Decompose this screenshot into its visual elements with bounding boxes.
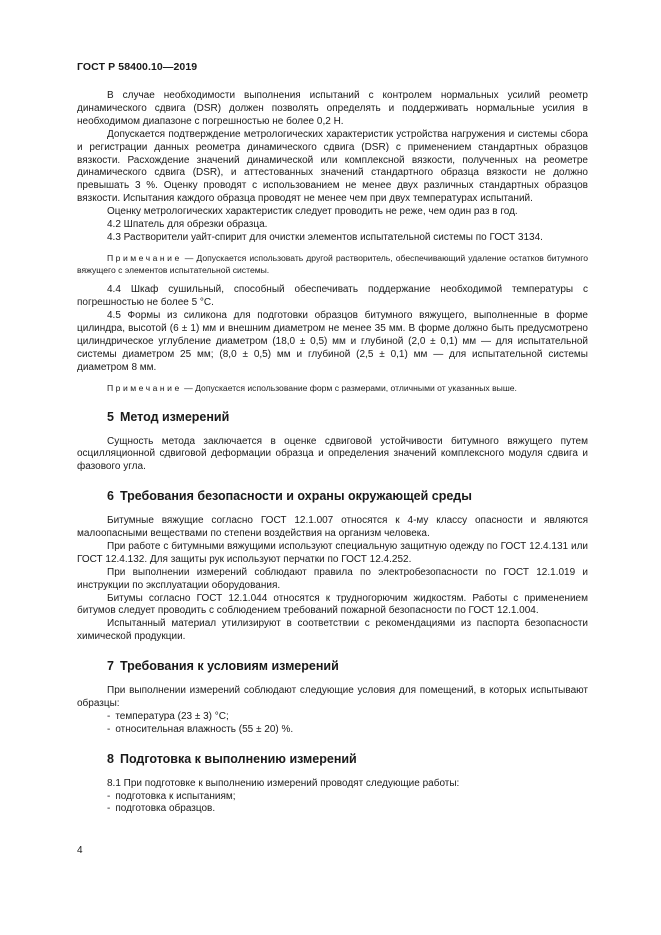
paragraph: 4.3 Растворители уайт-спирит для очистки элементов испытательной системы по ГОСТ 3134. [107,231,543,243]
document-body [77,90,588,816]
section-title: Метод измерений [119,409,230,424]
paragraph: 4.4 Шкаф сушильный, способный обеспечивать поддержание необходимой температуры с погрешностью не более 5 °С. [77,284,588,309]
section-title: Требования безопасности и охраны окружающей среды [119,489,472,504]
section-title: Требования к условиям измерений [119,659,339,674]
page-number: 4 [77,845,83,856]
section-title: Подготовка к выполнению измерений [119,751,357,766]
list-item [107,803,588,816]
paragraph: Допускается подтверждение метрологических характеристик устройства нагружения и системы сбора и регистрации данных реометра динамического сдвига (DSR) с применением стандартных образцов вязкости. Расхождение значений динамической или комплексной вязкости, полученных на реометре динамического сдвига (DSR), и аттестованных значений стандартного образца вязкости не должно превышать 3 %. Оценку проводят с использованием не менее двух различных стандартных образцов вязкости. Испытания каждого образца проводят не менее чем при двух температурах испытаний. [77,128,588,205]
paragraph: 8.1 При подготовке к выполнению измерений проводят следующие работы: [107,777,460,789]
section-heading [107,660,588,673]
paragraph: При выполнении измерений соблюдают следующие условия для помещений, в которых испытывают образцы: [77,685,588,710]
paragraph: Битумные вяжущие согласно ГОСТ 12.1.007 относятся к 4-му классу опасности и являются малоопасными веществами по степени воздействия на организм человека. [77,515,588,540]
section-heading [107,411,588,424]
list-item-text: подготовка к испытаниям; [115,790,236,802]
section-number: 7 [107,659,114,674]
list-item-text: относительная влажность (55 ± 20) %. [115,723,294,735]
paragraph: При выполнении измерений соблюдают правила по электробезопасности по ГОСТ 12.1.019 и инструкции по эксплуатации оборудования. [77,566,588,591]
paragraph: 4.5 Формы из силикона для подготовки образцов битумного вяжущего, выполненные в форме цилиндра, высотой (6 ± 1) мм и внешним диаметром не менее 35 мм. В форме должно быть предусмотрено цилиндрическое углубление диаметром (18,0 ± 0,5) мм и глубиной (2,0 ± 0,1) мм — для испытательной системы диаметром 25 мм; (8,0 ± 0,5) мм и глубиной (2,5 ± 0,1) мм — для испытательной системы диаметром 8 мм. [77,310,588,373]
list-item [107,791,588,804]
list-bullet: - [107,723,111,735]
note-label: Примечание [107,252,182,263]
paragraph: Оценку метрологических характеристик следует проводить не реже, чем один раз в год. [107,206,518,218]
list-item-text: температура (23 ± 3) °С; [115,710,229,722]
note-text: — Допускается использовать другой растворитель, обеспечивающий удаление остатков битумного вяжущего с элементов испытательной системы. [77,252,588,275]
section-number: 6 [107,489,114,504]
paragraph: Испытанный материал утилизируют в соответствии с рекомендациями из паспорта безопасности химической продукции. [77,618,588,643]
list-bullet: - [107,710,111,722]
list-item [107,711,588,724]
paragraph: При работе с битумными вяжущими используют специальную защитную одежду по ГОСТ 12.4.131 или ГОСТ 12.4.132. Для защиты рук используют перчатки по ГОСТ 12.4.252. [77,540,588,565]
paragraph: Битумы согласно ГОСТ 12.1.044 относятся к трудногорючим жидкостям. Работы с применением битумов следует проводить с соблюдением требований пожарной безопасности по ГОСТ 12.1.004. [77,592,588,617]
paragraph: 4.2 Шпатель для обрезки образца. [107,219,268,231]
paragraph: Сущность метода заключается в оценке сдвиговой устойчивости битумного вяжущего путем осцилляционной сдвиговой деформации образца и определения значений комплексного модуля сдвига и фазового угла. [77,435,588,473]
list-bullet: - [107,790,111,802]
section-number: 8 [107,751,114,766]
list-item [107,724,588,737]
paragraph: В случае необходимости выполнения испытаний с контролем нормальных усилий реометр динамического сдвига (DSR) должен позволять определять и поддерживать нормальные усилия в необходимом диапазоне с погрешностью не более 0,2 Н. [77,90,588,127]
note [77,253,588,277]
section-heading [107,753,588,766]
document-header: ГОСТ Р 58400.10—2019 [77,61,198,73]
note [77,383,588,395]
list-bullet: - [107,803,111,815]
note-text: — Допускается использование форм с размерами, отличными от указанных выше. [181,382,517,393]
section-number: 5 [107,409,114,424]
note-label: Примечание [107,382,182,393]
section-heading [107,490,588,503]
list-item-text: подготовка образцов. [115,803,216,815]
